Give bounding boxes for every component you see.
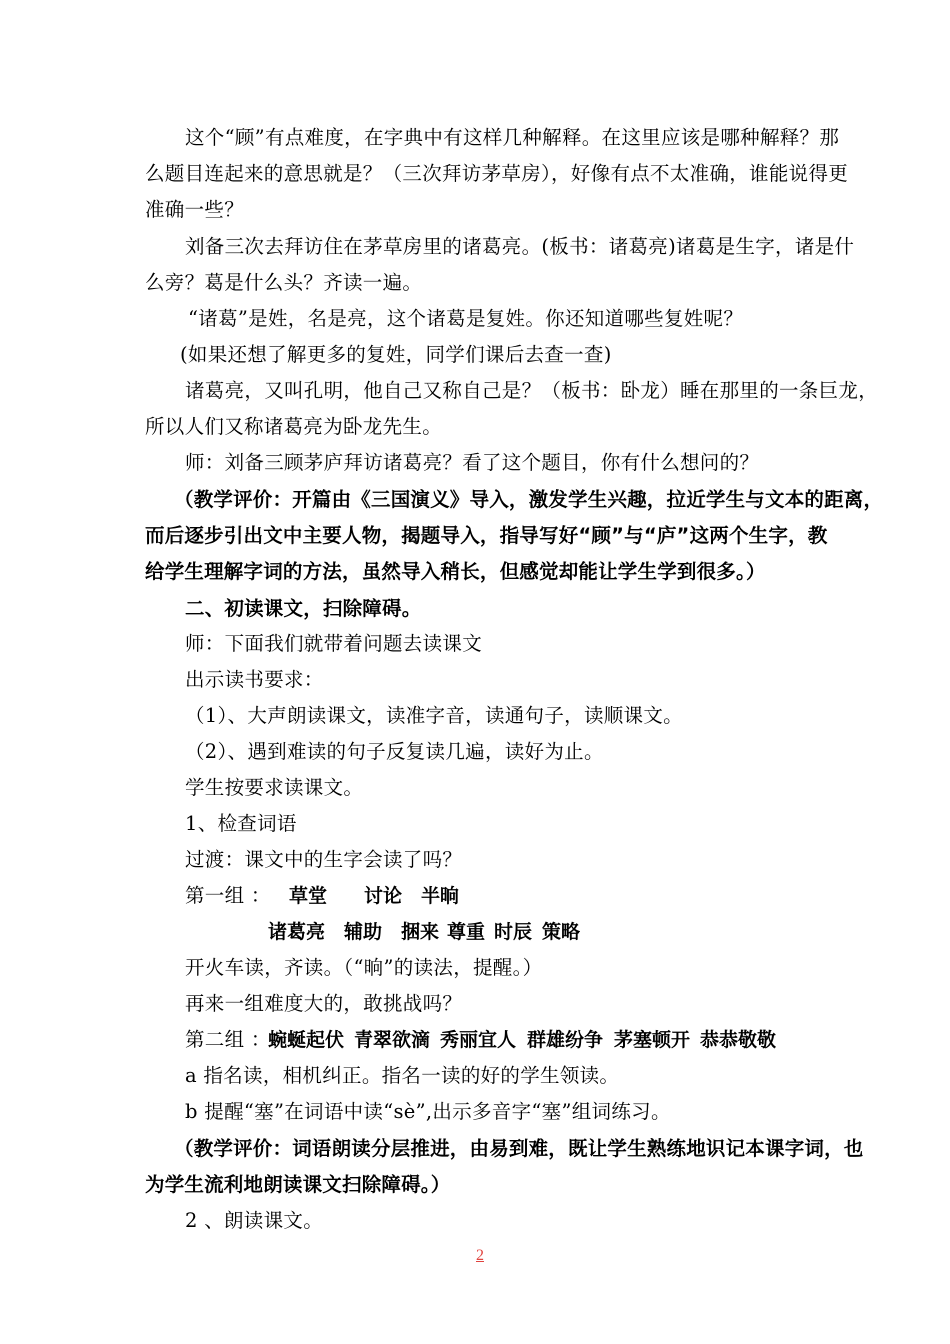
paragraph-line: 师：刘备三顾茅庐拜访诸葛亮？看了这个题目，你有什么想问的？ [185, 451, 760, 474]
paragraph-line: 过渡：课文中的生字会读了吗？ [185, 848, 463, 871]
paragraph-line: （1）、大声朗读课文，读准字音，读通句子，读顺课文。 [185, 704, 683, 727]
vocab-word: 策略 [542, 921, 581, 943]
word-group-label: 第一组 ： [185, 884, 271, 907]
evaluation-note: （教学评价：词语朗读分层推进，由易到难，既让学生熟练地识记本课字词，也 [174, 1137, 864, 1160]
vocab-word: 草堂 [289, 885, 328, 907]
paragraph-line: 刘备三次去拜访住在茅草房里的诸葛亮。(板书：诸葛亮)诸葛是生字，诸是什 [185, 235, 855, 258]
paragraph-line: 这个“顾”有点难度，在字典中有这样几种解释。在这里应该是哪种解释？那 [185, 126, 840, 149]
vocab-word: 时辰 [494, 921, 533, 943]
vocab-word: 半晌 [421, 885, 460, 907]
paragraph-line: 么旁？葛是什么头？齐读一遍。 [145, 271, 423, 294]
paragraph-line: 诸葛亮，又叫孔明，他自己又称自己是？（板书：卧龙）睡在那里的一条巨龙， [185, 379, 879, 402]
paragraph-line: 所以人们又称诸葛亮为卧龙先生。 [145, 415, 443, 438]
vocab-word: 恭恭敬敬 [700, 1029, 777, 1051]
paragraph-line: 么题目连起来的意思就是？（三次拜访茅草房），好像有点不太准确，谁能说得更 [145, 162, 849, 185]
vocab-word: 青翠欲滴 [354, 1029, 431, 1051]
vocab-word: 讨论 [364, 885, 403, 907]
page-number: 2 [476, 1247, 484, 1264]
paragraph-line: “诸葛”是姓，名是亮，这个诸葛是复姓。你还知道哪些复姓呢？ [188, 307, 744, 330]
evaluation-note: 给学生理解字词的方法，虽然导入稍长，但感觉却能让学生学到很多。） [145, 560, 766, 583]
paragraph-line: 学生按要求读课文。 [185, 776, 364, 799]
vocab-word: 尊重 [447, 921, 486, 943]
paragraph-line: 师：下面我们就带着问题去读课文 [185, 632, 483, 655]
vocab-word: 蜿蜒起伏 [268, 1029, 345, 1051]
section-heading: 二、初读课文，扫除障碍。 [185, 597, 422, 620]
paragraph-line: 出示读书要求： [185, 668, 324, 691]
evaluation-note: 而后逐步引出文中主要人物，揭题导入，指导写好“顾”与“庐”这两个生字，教 [145, 524, 828, 547]
paragraph-line: 2 、朗读课文。 [185, 1209, 324, 1232]
vocab-word: 辅助 [344, 921, 383, 943]
vocab-word: 茅塞顿开 [614, 1029, 691, 1051]
paragraph-line: 1、检查词语 [185, 812, 297, 835]
vocab-word: 捆来 [401, 921, 440, 943]
paragraph-line: 准确一些？ [145, 198, 245, 221]
vocab-word: 诸葛亮 [268, 921, 326, 943]
paragraph-line: b 提醒“塞”在词语中读“sè”,出示多音字“塞”组词练习。 [185, 1100, 671, 1123]
paragraph-line: (如果还想了解更多的复姓，同学们课后去查一查) [180, 343, 612, 366]
paragraph-line: 再来一组难度大的，敢挑战吗？ [185, 992, 463, 1015]
paragraph-line: a 指名读，相机纠正。指名一读的好的学生领读。 [185, 1064, 620, 1087]
vocab-word: 秀丽宜人 [440, 1029, 517, 1051]
evaluation-note: （教学评价：开篇由《三国演义》导入，激发学生兴趣，拉近学生与文本的距离， [174, 488, 884, 511]
word-group-label: 第二组 ： [185, 1028, 271, 1051]
vocab-word: 群雄纷争 [527, 1029, 604, 1051]
paragraph-line: 开火车读，齐读。（“晌”的读法，提醒。） [185, 956, 543, 979]
evaluation-note: 为学生流利地朗读课文扫除障碍。） [145, 1173, 451, 1196]
paragraph-line: （2）、遇到难读的句子反复读几遍，读好为止。 [185, 740, 604, 763]
